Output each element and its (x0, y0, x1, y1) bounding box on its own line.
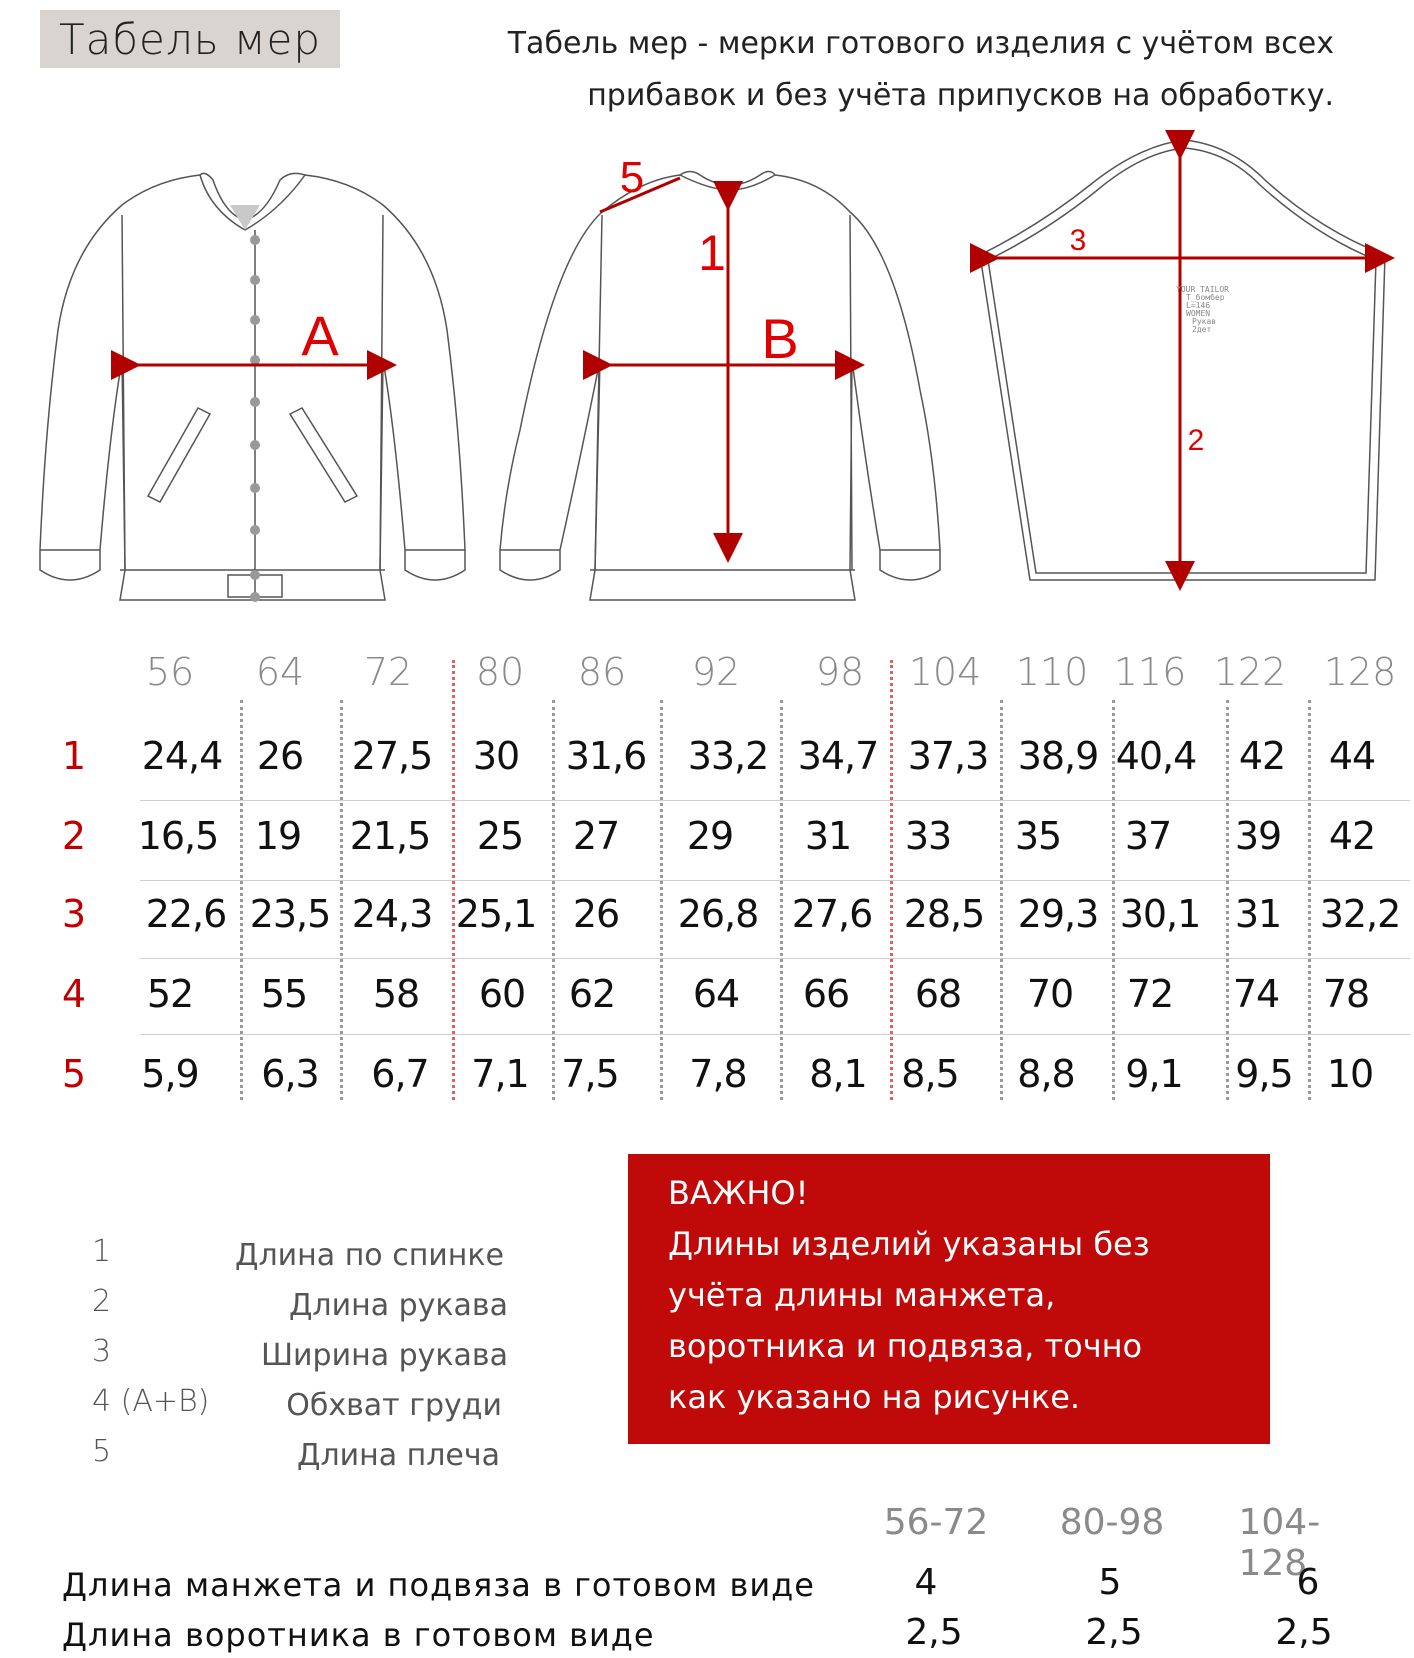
size-header: 80 (475, 650, 525, 694)
table-cell: 21,5 (349, 814, 431, 858)
sleeve-stamp-line: Т_бомбер (1186, 293, 1225, 302)
table-cell: 34,7 (797, 734, 879, 778)
table-cell: 7,8 (689, 1052, 747, 1096)
subtitle (434, 18, 1334, 122)
back-length-label: 1 (698, 225, 726, 281)
table-cell: 31 (804, 814, 852, 858)
table-cell: 37,3 (907, 734, 989, 778)
table-cell: 35 (1014, 814, 1062, 858)
sleeve-stamp-line: 2дет (1192, 325, 1212, 334)
sleeve-stamp-line: YOUR TAILOR (1176, 285, 1229, 294)
table-cell: 78 (1322, 972, 1370, 1016)
column-divider (340, 700, 343, 1100)
row-divider (140, 880, 1410, 881)
table-cell: 70 (1026, 972, 1074, 1016)
table-cell: 26 (572, 892, 620, 936)
table-cell: 31 (1234, 892, 1282, 936)
table-cell: 23,5 (249, 892, 331, 936)
table-cell: 7,5 (561, 1052, 619, 1096)
size-header: 110 (1015, 650, 1089, 694)
subtitle-line-1: Табель мер - мерки готового изделия с учётом всех (507, 26, 1334, 61)
column-divider (660, 700, 663, 1100)
table-cell: 74 (1232, 972, 1280, 1016)
sleeve-stamp-line: Рукав (1192, 317, 1217, 326)
column-divider (1308, 700, 1311, 1100)
size-header: 56 (145, 650, 195, 694)
table-cell: 25,1 (455, 892, 537, 936)
table-cell: 25 (476, 814, 524, 858)
legend-number: 3 (92, 1334, 112, 1369)
table-cell: 55 (260, 972, 308, 1016)
legend-text: Длина плеча (297, 1438, 500, 1473)
legend-number: 5 (92, 1434, 112, 1469)
size-header: 104 (908, 650, 982, 694)
legend-number: 2 (92, 1284, 112, 1319)
important-line: учёта длины манжета, (668, 1276, 1056, 1314)
table-cell: 10 (1326, 1052, 1374, 1096)
row-label: 4 (61, 972, 87, 1016)
table-cell: 33,2 (687, 734, 769, 778)
column-divider (780, 700, 783, 1100)
row-label: 3 (61, 892, 87, 936)
back-chest-label: B (761, 307, 799, 370)
table-cell: 29 (686, 814, 734, 858)
important-line: воротника и подвяза, точно (668, 1327, 1143, 1365)
legend-text: Обхват груди (286, 1388, 502, 1423)
table-cell: 27,6 (791, 892, 873, 936)
table-cell: 6,3 (261, 1052, 319, 1096)
size-header: 98 (815, 650, 865, 694)
column-divider (1226, 700, 1229, 1100)
size-header: 86 (577, 650, 627, 694)
table-cell: 40,4 (1115, 734, 1197, 778)
legend-text: Длина рукава (288, 1288, 508, 1323)
important-notice (628, 1154, 1270, 1444)
table-cell: 29,3 (1017, 892, 1099, 936)
subtitle-line-2: прибавок и без учёта припусков на обработку. (587, 78, 1334, 113)
table-cell: 60 (478, 972, 526, 1016)
size-header: 92 (691, 650, 741, 694)
finish-length-value: 2,5 (905, 1612, 963, 1653)
page-title: Табель мер (40, 10, 340, 68)
table-cell: 33 (904, 814, 952, 858)
sleeve-length-label: 2 (1187, 424, 1205, 457)
table-cell: 72 (1126, 972, 1174, 1016)
sleeve-stamp-line: L=146 (1186, 301, 1211, 310)
table-cell: 52 (146, 972, 194, 1016)
table-cell: 30 (472, 734, 520, 778)
table-cell: 24,3 (351, 892, 433, 936)
important-heading: ВАЖНО! (668, 1174, 809, 1212)
important-line: как указано на рисунке. (668, 1378, 1081, 1416)
size-header: 116 (1113, 650, 1187, 694)
table-cell: 24,4 (141, 734, 223, 778)
column-divider (1112, 700, 1115, 1100)
shoulder-label: 5 (619, 153, 645, 202)
table-cell: 27 (572, 814, 620, 858)
row-divider (140, 800, 1410, 801)
legend-number: 4 (A+B) (92, 1384, 210, 1419)
table-cell: 22,6 (145, 892, 227, 936)
size-range-header: 104-128 (1238, 1502, 1321, 1584)
sleeve-pattern-drawing (980, 140, 1385, 580)
table-cell: 26,8 (677, 892, 759, 936)
column-divider (1000, 700, 1003, 1100)
front-chest-label: A (301, 304, 339, 367)
table-cell: 28,5 (903, 892, 985, 936)
table-cell: 9,1 (1125, 1052, 1183, 1096)
row-label: 2 (61, 814, 87, 858)
row-divider (140, 958, 1410, 959)
table-cell: 16,5 (137, 814, 219, 858)
row-label: 1 (61, 734, 87, 778)
sleeve-width-label: 3 (1069, 224, 1087, 257)
table-cell: 66 (802, 972, 850, 1016)
size-header: 122 (1213, 650, 1287, 694)
garment-drawings (0, 130, 1414, 610)
table-cell: 27,5 (351, 734, 433, 778)
column-divider (552, 700, 555, 1100)
table-cell: 58 (372, 972, 420, 1016)
finish-length-value: 5 (1098, 1562, 1122, 1603)
table-cell: 42 (1328, 814, 1376, 858)
legend-text: Ширина рукава (260, 1338, 508, 1373)
finish-length-label: Длина манжета и подвяза в готовом виде (62, 1566, 815, 1604)
finish-length-value: 2,5 (1275, 1612, 1333, 1653)
finish-length-value: 2,5 (1085, 1612, 1143, 1653)
size-range-header: 80-98 (1059, 1502, 1165, 1543)
sleeve-stamp-line: WOMEN (1186, 309, 1211, 318)
table-cell: 31,6 (565, 734, 647, 778)
size-header: 128 (1323, 650, 1397, 694)
finish-length-label: Длина воротника в готовом виде (62, 1616, 655, 1654)
table-cell: 26 (256, 734, 304, 778)
table-cell: 42 (1238, 734, 1286, 778)
table-cell: 19 (254, 814, 302, 858)
table-cell: 37 (1124, 814, 1172, 858)
column-divider (240, 700, 243, 1100)
table-cell: 7,1 (471, 1052, 529, 1096)
finish-length-value: 4 (914, 1562, 938, 1603)
size-header: 72 (363, 650, 413, 694)
finish-length-value: 6 (1296, 1562, 1320, 1603)
table-cell: 5,9 (141, 1052, 199, 1096)
table-cell: 44 (1328, 734, 1376, 778)
row-divider (140, 1034, 1410, 1035)
table-cell: 8,1 (809, 1052, 867, 1096)
legend-number: 1 (92, 1234, 112, 1269)
table-cell: 68 (914, 972, 962, 1016)
table-cell: 8,5 (901, 1052, 959, 1096)
table-cell: 8,8 (1017, 1052, 1075, 1096)
sleeve-stamp (1176, 285, 1229, 334)
table-cell: 6,7 (371, 1052, 429, 1096)
table-cell: 38,9 (1017, 734, 1099, 778)
table-cell: 9,5 (1235, 1052, 1293, 1096)
table-cell: 64 (692, 972, 740, 1016)
legend-text: Длина по спинке (235, 1238, 504, 1273)
table-cell: 32,2 (1319, 892, 1401, 936)
row-label: 5 (61, 1052, 87, 1096)
size-range-header: 56-72 (883, 1502, 989, 1543)
important-line: Длины изделий указаны без (668, 1225, 1150, 1263)
table-cell: 30,1 (1119, 892, 1201, 936)
table-cell: 62 (568, 972, 616, 1016)
size-header: 64 (255, 650, 305, 694)
table-cell: 39 (1234, 814, 1282, 858)
